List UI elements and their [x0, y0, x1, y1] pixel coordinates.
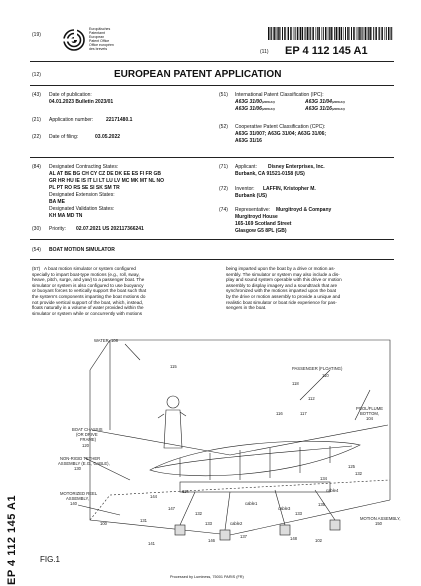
label-tether: ASSEMBLY (E.G., CABLE), [58, 461, 110, 466]
ref-112: 112 [308, 396, 315, 401]
barcode-bar [317, 27, 318, 40]
code-54: (54) [32, 247, 41, 253]
barcode-bar [277, 27, 278, 40]
ref-116: 116 [276, 411, 283, 416]
publication-number: EP 4 112 145 A1 [285, 45, 368, 57]
inventor-address: Burbank (US) [235, 193, 267, 199]
code-22: (22) [32, 134, 41, 140]
barcode-bar [375, 27, 377, 40]
label-pool: POOL/FLUME [356, 406, 383, 411]
label-motion-assembly: MOTION ASSEMBLY, [360, 516, 401, 521]
barcode-bar [310, 27, 311, 40]
abstract-line: realistic boat simulator or boat ride experience for pas- [226, 299, 337, 305]
barcode-bar [351, 27, 352, 40]
barcode-bar [362, 27, 363, 40]
barcode-bar [345, 27, 346, 40]
ext-states-label: Designated Extension States: [49, 192, 115, 198]
biblio-rule [30, 157, 394, 158]
label-pool: 104 [366, 416, 373, 421]
code-52: (52) [219, 124, 228, 130]
footer-processed-by: Processed by Luminess, 75001 PARIS (FR) [170, 575, 244, 579]
office-line: Europäisches [89, 27, 111, 31]
barcode-bar [359, 27, 361, 40]
pool-outline [90, 340, 110, 370]
code-11: (11) [260, 49, 269, 55]
code-30: (30) [32, 226, 41, 232]
ref-125: 125 [348, 464, 355, 469]
code-19: (19) [32, 32, 41, 38]
pool-outline [110, 340, 390, 500]
passenger-body [164, 410, 182, 448]
ipc-version: (2006.01) [261, 107, 275, 111]
barcode-bar [384, 27, 385, 40]
code-12: (12) [32, 72, 41, 78]
barcode-bar [339, 27, 340, 40]
code-51: (51) [219, 92, 228, 98]
label-cable: cable3 [278, 506, 291, 511]
code-57: (57) [32, 266, 41, 271]
abstract-right-column [226, 266, 396, 311]
document-type: EUROPEAN PATENT APPLICATION [114, 69, 282, 80]
abstract-line: heave, pitch, surge, and yaw) to a passenger boat. The [32, 277, 145, 283]
barcode-bar [293, 27, 294, 40]
abstract-line: play and sound system operable with this drive or motion [226, 277, 342, 283]
filing-date-label: Date of filing: [49, 134, 79, 140]
cpc-label: Cooperative Patent Classification (CPC): [235, 124, 326, 130]
label-cable: cable4 [326, 488, 339, 493]
barcode-bar [336, 27, 338, 40]
barcode-bar [361, 27, 362, 40]
barcode-bar [358, 27, 359, 40]
cable [180, 492, 195, 525]
office-line: Office européen [89, 43, 114, 48]
ipc-version: (2006.01) [331, 107, 345, 111]
label-boat-chassis: (OR DRIVE [76, 432, 98, 437]
abstract-line: A boat motion simulator or system configured [44, 266, 136, 271]
label-pool: BOTTOM, [360, 411, 379, 416]
office-line: Patent Office [89, 39, 110, 44]
states-line: PL PT RO RS SE SI SK SM TR [49, 185, 120, 191]
barcode-bar [390, 27, 391, 40]
label-tether: 130 [74, 466, 81, 471]
barcode-bar [278, 27, 280, 40]
barcode-bar [349, 27, 350, 40]
barcode-bar [287, 27, 288, 40]
barcode-bar [295, 27, 296, 40]
barcode-bar [328, 27, 329, 40]
barcode-bar [271, 27, 272, 40]
ref-137: 137 [240, 534, 247, 539]
ref-120: 120 [82, 443, 89, 448]
abstract-line: synchronized with the motions imparted upon the boat [226, 288, 337, 294]
barcode-bar [365, 27, 367, 40]
abstract-line: simulator or system is also configured to use buoyancy [32, 282, 144, 288]
side-publication-number: EP 4 112 145 A1 [6, 494, 18, 585]
ref-133: 133 [295, 511, 302, 516]
ipc-row-1b [305, 99, 345, 105]
barcode-bar [372, 27, 373, 40]
ref-100: 100 [100, 521, 107, 526]
header-rule [30, 61, 394, 62]
barcode-bar [373, 27, 374, 40]
ref-134: 134 [320, 476, 327, 481]
barcode-bar [290, 27, 292, 40]
label-boat-chassis: FRAME) [80, 437, 97, 442]
label-boat-chassis: BOAT CHASSIS [72, 427, 103, 432]
barcode-bar [284, 27, 286, 40]
epo-logo-icon [63, 29, 85, 51]
office-line: Patentamt [89, 31, 105, 36]
barcode-bar [297, 27, 299, 40]
barcode-bar [323, 27, 324, 40]
ipc-code: A63G 31/00 [235, 99, 262, 105]
barcode-bar [304, 27, 305, 40]
barcode-bar [369, 27, 371, 40]
states-rule [30, 239, 394, 240]
barcode-bar [330, 27, 332, 40]
priority-value: 02.07.2021 US 202117366241 [76, 226, 144, 232]
abstract-line: by the drive or motion assembly to provide a unique and [226, 293, 341, 299]
barcode-bar [353, 27, 355, 40]
label-motor-reel: MOTORIZED REEL [60, 491, 98, 496]
cpc-line: A63G 31/16 [235, 138, 262, 144]
filing-date-value: 03.05.2022 [95, 134, 121, 140]
barcode-bar [312, 27, 314, 40]
val-states-value: KH MA MD TN [49, 213, 83, 219]
ref-102: 102 [315, 538, 322, 543]
barcode-bar [318, 27, 320, 40]
ref-131: 131 [140, 518, 147, 523]
ref-141: 141 [148, 541, 155, 546]
ref-133: 133 [205, 521, 212, 526]
barcode-bar [356, 27, 357, 40]
states-line: GR HR HU IE IS IT LI LT LU LV MC MK MT NL NO [49, 178, 164, 184]
code-84: (84) [32, 164, 41, 170]
abstract-line: specially to impart boat-type motions (e.g., roll, sway, [32, 271, 140, 277]
ref-114: 114 [182, 489, 189, 494]
barcode-bar [338, 27, 339, 40]
ipc-version: (2006.01) [261, 100, 275, 104]
ref-115: 115 [170, 364, 177, 369]
label-tether: NON-RIGID TETHER [60, 456, 101, 461]
barcode-bar [307, 27, 309, 40]
val-states-label: Designated Validation States: [49, 206, 115, 212]
barcode-bar [325, 27, 327, 40]
abstract-line: sembly. The simulator or system may also include a dis- [226, 271, 340, 277]
ref-147: 147 [168, 506, 175, 511]
barcode-bar [276, 27, 277, 40]
abstract-line: sengers in the boat. [226, 305, 267, 311]
ref-135: 135 [318, 502, 325, 507]
barcode-bar [268, 27, 270, 40]
representative-address: Glasgow G5 8PL (GB) [235, 228, 287, 234]
barcode-bar [329, 27, 330, 40]
app-number-label: Application number: [49, 117, 94, 123]
barcode [268, 27, 394, 40]
barcode-bar [333, 27, 334, 40]
abstract-line: being imparted upon the boat by a drive or motion as- [226, 266, 336, 271]
applicant-value: Disney Enterprises, Inc. [268, 164, 325, 170]
abstract-line: floats naturally in a volume of water provided within the [32, 305, 144, 311]
inventor-label: Inventor: [235, 186, 255, 192]
barcode-bar [280, 27, 281, 40]
abstract-left-column [32, 266, 214, 316]
code-74: (74) [219, 207, 228, 213]
barcode-bar [334, 27, 335, 40]
barcode-bar [270, 27, 271, 40]
priority-label: Priority: [49, 226, 66, 232]
ref-118: 118 [292, 381, 299, 386]
abstract-rule [30, 259, 394, 260]
barcode-bar [305, 27, 306, 40]
abstract-line: simulator or system while or concurrently with motions [32, 310, 143, 316]
boat-rim [155, 446, 352, 468]
barcode-bar [388, 27, 390, 40]
code-21: (21) [32, 117, 41, 123]
barcode-bar [367, 27, 368, 40]
ipc-label: International Patent Classification (IPC): [235, 92, 324, 98]
applicant-address: Burbank, CA 91521-0158 (US) [235, 171, 305, 177]
ref-132: 132 [195, 511, 202, 516]
ref-146: 146 [208, 538, 215, 543]
ipc-code: A63G 31/06 [235, 106, 262, 112]
barcode-bar [378, 27, 379, 40]
barcode-bar [273, 27, 275, 40]
ipc-code: A63G 31/16 [305, 106, 332, 112]
barcode-bar [300, 27, 301, 40]
barcode-bar [381, 27, 383, 40]
barcode-bar [309, 27, 310, 40]
barcode-bar [282, 27, 283, 40]
abstract-line: not provide vertical support of the boat, which, instead, [32, 299, 144, 305]
states-label: Designated Contracting States: [49, 164, 119, 170]
barcode-bar [391, 27, 392, 40]
barcode-bar [386, 27, 387, 40]
inventor-value: LAFFIN, Kristopher M. [263, 186, 316, 192]
cpc-line: A63G 31/007; A63G 31/04; A63G 31/06; [235, 131, 327, 137]
ref-144: 144 [150, 494, 157, 499]
code-43: (43) [32, 92, 41, 98]
barcode-bar [288, 27, 289, 40]
office-line: European [89, 35, 105, 40]
barcode-bar [302, 27, 304, 40]
ext-states-value: BA ME [49, 199, 65, 205]
pub-date-value: 04.01.2023 Bulletin 2023/01 [49, 99, 114, 105]
representative-address: 165-169 Scotland Street [235, 221, 292, 227]
barcode-bar [379, 27, 380, 40]
ipc-code: A63G 31/04 [305, 99, 332, 105]
abstract-line: the system's components imparting the boat motions do [32, 293, 146, 299]
ipc-row-2b [305, 106, 345, 112]
ref-117: 117 [300, 411, 307, 416]
label-cable: cable1 [245, 501, 258, 506]
label-cable: cable2 [230, 521, 243, 526]
invention-title: BOAT MOTION SIMULATOR [49, 247, 115, 253]
figure-labels [58, 338, 401, 546]
app-number-value: 22171480.1 [106, 117, 133, 123]
code-72: (72) [219, 186, 228, 192]
code-71: (71) [219, 164, 228, 170]
ipc-version: (2006.01) [331, 100, 345, 104]
pool-outline [90, 495, 110, 520]
representative-address: Murgitroyd House [235, 214, 278, 220]
barcode-bar [368, 27, 369, 40]
office-line: des brevets [89, 47, 108, 52]
barcode-bar [341, 27, 343, 40]
barcode-bar [347, 27, 349, 40]
reel [175, 525, 185, 535]
barcode-bar [299, 27, 300, 40]
ref-148: 148 [290, 536, 297, 541]
abstract-line: or buoyant forces to vertically support the boat such that [32, 288, 147, 294]
label-water: WATER, 108 [94, 338, 118, 343]
label-motion-assembly: 150 [375, 521, 382, 526]
office-name [89, 27, 114, 52]
ref-110: 110 [322, 373, 329, 378]
label-motor-reel: 140 [70, 501, 77, 506]
barcode-bar [315, 27, 316, 40]
applicant-label: Applicant: [235, 164, 257, 170]
barcode-bar [343, 27, 344, 40]
ipc-row-1 [235, 99, 275, 105]
pub-date-label: Date of publication: [49, 92, 92, 98]
ref-132: 132 [355, 471, 362, 476]
ipc-row-2 [235, 106, 275, 112]
title-rule [30, 85, 394, 86]
representative-label: Representative: [235, 207, 271, 213]
figure-caption: FIG.1 [40, 555, 61, 564]
reel [280, 525, 290, 535]
reel [220, 530, 230, 540]
label-passenger: PASSENGER (FLOATING) [292, 366, 343, 371]
passenger-head [167, 396, 179, 408]
abstract-line: assembly to display imagery and a soundtrack that are [226, 282, 338, 288]
label-motor-reel: ASSEMBLY, [66, 496, 89, 501]
figure-1-drawing [30, 330, 410, 555]
reel [330, 520, 340, 530]
barcode-bar [321, 27, 322, 40]
representative-value: Murgitroyd & Company [276, 207, 332, 213]
states-line: AL AT BE BG CH CY CZ DE DK EE ES FI FR GB [49, 171, 162, 177]
